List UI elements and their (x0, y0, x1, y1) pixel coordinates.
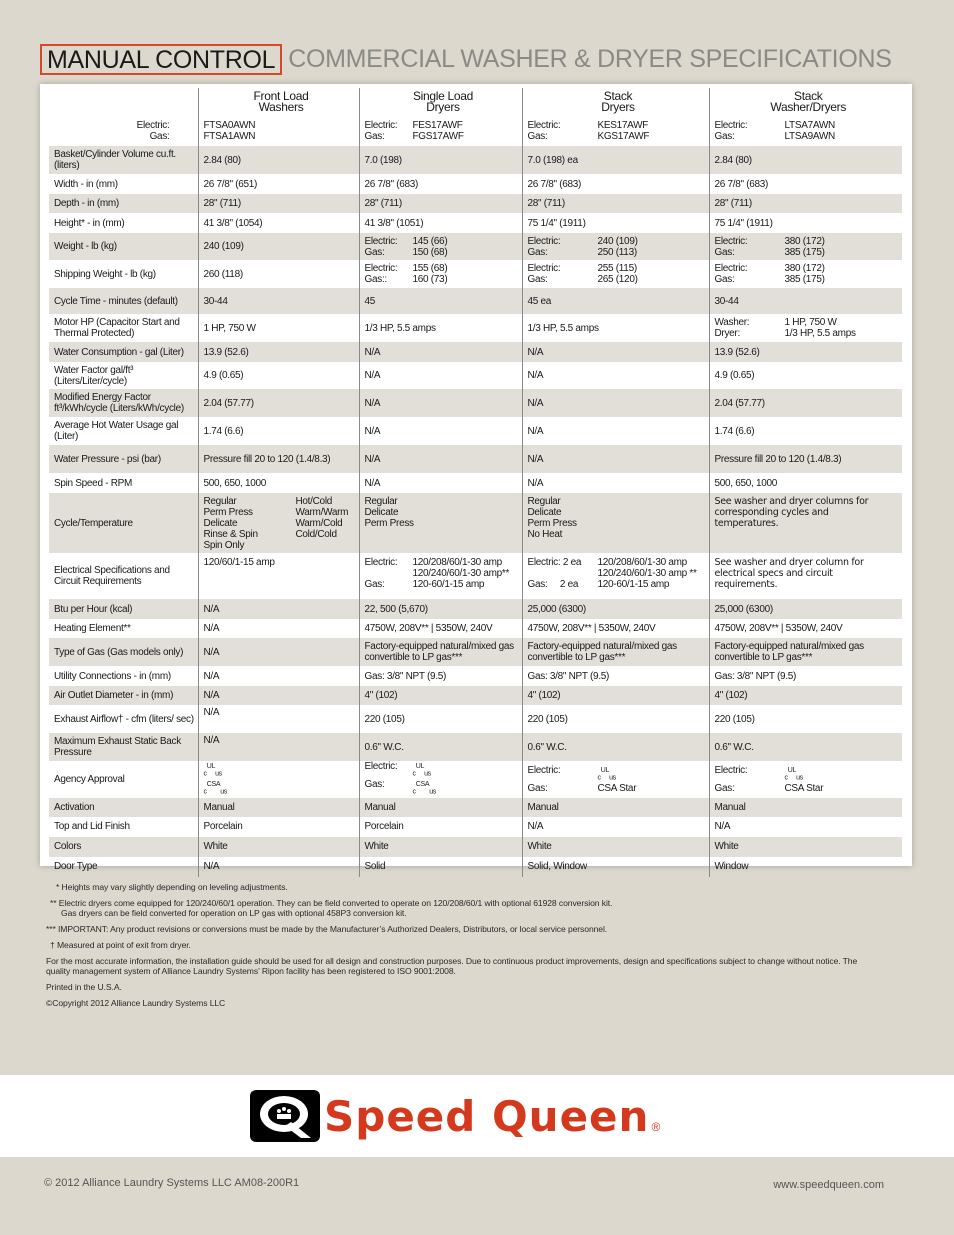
table-row: Depth - in (mm) 28" (711) 28" (711) 28" (711) 28" (711) (49, 194, 902, 213)
table-row: Utility Connections - in (mm) N/A Gas: 3/8" NPT (9.5) Gas: 3/8" NPT (9.5) Gas: 3/8" NPT (9.5) (49, 666, 902, 686)
table-row: Air Outlet Diameter - in (mm) N/A 4" (102) 4" (102) 4" (102) (49, 686, 902, 705)
table-row: Shipping Weight - lb (kg) 260 (118) Electric: 155 (68) Gas:: 160 (73) Electric: 255 (115) Gas: 265 (120) Electric: 380 (172) Gas: 385 (175) (49, 260, 902, 288)
ul-mark: $_c^{UL}_{us}$ (203, 763, 222, 778)
table-row: Modified Energy Factor ft³/kWh/cycle (Liters/kWh/cycle) 2.04 (57.77) N/A N/A 2.04 (57.77) (49, 389, 902, 417)
brand-wordmark: Speed Queen (324, 1091, 650, 1141)
table-row: Water Pressure - psi (bar) Pressure fill 20 to 120 (1.4/8.3) N/A N/A Pressure fill 20 to 120 (1.4/8.3) (49, 445, 902, 473)
table-row: Type of Gas (Gas models only) N/A Factory-equipped natural/mixed gas convertible to LP gas*** Factory-equipped natural/mixed gas convertible to LP gas*** Factory-equipped natural/mixed gas convertible to LP gas*** (49, 638, 902, 666)
table-row: Basket/Cylinder Volume cu.ft. (liters) 2.84 (80) 7.0 (198) 7.0 (198) ea 2.84 (80) (49, 146, 902, 174)
table-row: Electrical Specifications and Circuit Requirements 120/60/1-15 amp Electric: 120/208/60/1-30 amp 120/240/60/1-30 amp** Gas: 120-60/1-15 amp Electric: 2 ea 120/208/60/1-30 amp 120/240/60/1-30 amp ** Gas: 2 ea 120-60/1-15 amp See washer and dryer column for electrical specs and circuit requirements. (49, 553, 902, 599)
table-row: Btu per Hour (kcal) N/A 22, 500 (5,670) 25,000 (6300) 25,000 (6300) (49, 599, 902, 619)
spec-card (40, 84, 912, 873)
registered-mark: ® (651, 1120, 661, 1134)
table-row: Agency Approval $_c^{UL}_{us}$ $_c^{CSA}_{us}$ Electric: $_c^{UL}_{us}$ Gas: $_c^{CSA}_{us}$ Electric: $_c^{UL}_{us}$ Gas: CSA Star Electric: $_c^{UL}_{us}$ Gas: CSA Star (49, 761, 902, 798)
table-row: Water Factor gal/ft³ (Liters/Liter/cycle) 4.9 (0.65) N/A N/A 4.9 (0.65) (49, 362, 902, 389)
table-row: Exhaust Airflow† - cfm (liters/ sec) N/A 220 (105) 220 (105) 220 (105) (49, 705, 902, 733)
table-row: Motor HP (Capacitor Start and Thermal Protected) 1 HP, 750 W 1/3 HP, 5.5 amps 1/3 HP, 5.5 amps Washer: 1 HP, 750 W Dryer: 1/3 HP, 5.5 amps (49, 314, 902, 342)
footer-copyright: © 2012 Alliance Laundry Systems LLC AM08-200R1 (44, 1177, 300, 1189)
col-single-load-dryers: Single Load Dryers (359, 88, 522, 116)
table-row: Height* - in (mm) 41 3/8" (1054) 41 3/8" (1051) 75 1/4" (1911) 75 1/4" (1911) (49, 213, 902, 233)
manual-control-badge: MANUAL CONTROL (40, 44, 282, 75)
table-row: Cycle Time - minutes (default) 30-44 45 45 ea 30-44 (49, 288, 902, 314)
table-row: Colors White White White White (49, 837, 902, 857)
q-logo-icon (250, 1090, 320, 1142)
table-row: Cycle/Temperature Regular Perm Press Delicate Rinse & Spin Spin Only Hot/Cold Warm/Warm Warm/Cold Cold/Cold Regular Delicate Perm Press Regular Delicate Perm Press No Heat See washer and dryer columns for corresponding cycles and temperatures. (49, 493, 902, 553)
table-row: Maximum Exhaust Static Back Pressure N/A 0.6" W.C. 0.6" W.C. 0.6" W.C. (49, 733, 902, 761)
csa-mark: $_c^{CSA}_{us}$ (203, 781, 227, 796)
speed-queen-logo (250, 1090, 660, 1142)
table-row: Spin Speed - RPM 500, 650, 1000 N/A N/A 500, 650, 1000 (49, 473, 902, 493)
table-row: Door Type N/A Solid Solid, Window Window (49, 857, 902, 877)
spec-table (49, 88, 902, 877)
model-row: Electric: Gas: FTSA0AWN FTSA1AWN Electric: FES17AWF Gas: FGS17AWF Electric: KES17AWF Gas: KGS17AWF Electric: LTSA7AWN Gas: LTSA9AWN (49, 116, 902, 146)
col-stack-washer-dryers: Stack Washer/Dryers (709, 88, 902, 116)
page-title: COMMERCIAL WASHER & DRYER SPECIFICATIONS (288, 45, 892, 73)
col-front-load-washers: Front Load Washers (198, 88, 359, 116)
table-row: Weight - lb (kg) 240 (109) Electric: 145 (66) Gas: 150 (68) Electric: 240 (109) Gas: 250 (113) Electric: 380 (172) Gas: 385 (175) (49, 233, 902, 260)
column-header-row (49, 88, 902, 116)
table-row: Water Consumption - gal (Liter) 13.9 (52.6) N/A N/A 13.9 (52.6) (49, 342, 902, 362)
footnotes: * Heights may vary slightly depending on leveling adjustments. ** Electric dryers come equipped for 120/240/60/1 operation. They can be field converted to operate on 120/208/60/1 with optional 61928 conversion kit. Gas dryers can be field converted for operation on LP gas with optional 458P3 conversion kit. *** IMPORTANT: Any product revisions or conversions must be made by the Manufacturer’s Authorized Dealers, Distributors, or local service personnel. † Measured at point of exit from dryer. For the most accurate information, the installation guide should be used for all design and construction purposes. Due to continuous product improvements, design and specifications subject to change without notice. The quality management system of Alliance Laundry Systems’ Ripon facility has been registered to ISO 9001:2008. Printed in the U.S.A. ©Copyright 2012 Alliance Laundry Systems LLC (46, 882, 858, 1008)
table-row: Activation Manual Manual Manual Manual (49, 798, 902, 817)
table-row: Top and Lid Finish Porcelain Porcelain N/A N/A (49, 817, 902, 837)
footer-website-link[interactable]: www.speedqueen.com (773, 1179, 884, 1191)
table-row: Average Hot Water Usage gal (Liter) 1.74 (6.6) N/A N/A 1.74 (6.6) (49, 417, 902, 445)
table-row: Width - in (mm) 26 7/8" (651) 26 7/8" (683) 26 7/8" (683) 26 7/8" (683) (49, 174, 902, 194)
page-header (40, 44, 892, 74)
col-stack-dryers: Stack Dryers (522, 88, 709, 116)
table-row: Heating Element** N/A 4750W, 208V** | 5350W, 240V 4750W, 208V** | 5350W, 240V 4750W, 208V** | 5350W, 240V (49, 619, 902, 638)
